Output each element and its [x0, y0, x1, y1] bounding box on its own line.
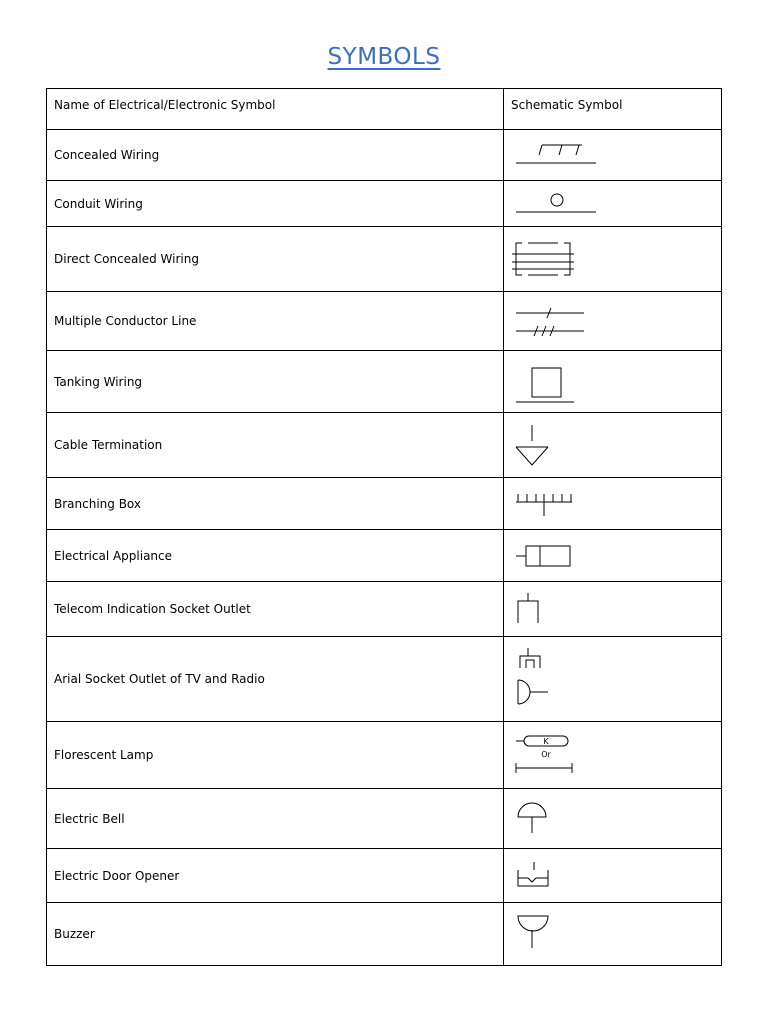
symbol-name: Telecom Indication Socket Outlet — [47, 582, 504, 637]
symbol-name: Florescent Lamp — [47, 722, 504, 789]
symbols-table — [46, 88, 722, 966]
table-row — [47, 413, 722, 478]
symbol-name: Multiple Conductor Line — [47, 292, 504, 351]
direct-concealed-wiring-symbol-icon — [512, 237, 602, 281]
table-row — [47, 478, 722, 530]
table-row — [47, 582, 722, 637]
symbol-name: Arial Socket Outlet of TV and Radio — [47, 637, 504, 722]
symbol-name: Direct Concealed Wiring — [47, 227, 504, 292]
table-row — [47, 181, 722, 227]
table-row — [47, 637, 722, 722]
table-row — [47, 530, 722, 582]
telecom-indication-socket-outlet-symbol-icon — [512, 589, 602, 629]
symbol-name: Tanking Wiring — [47, 351, 504, 413]
multiple-conductor-line-symbol-icon — [512, 299, 602, 343]
table-row — [47, 789, 722, 849]
arial-socket-outlet-symbol-icon — [512, 644, 602, 714]
table-row — [47, 130, 722, 181]
symbol-name: Buzzer — [47, 903, 504, 966]
symbol-name: Electric Bell — [47, 789, 504, 849]
electric-bell-symbol-icon — [512, 797, 602, 841]
symbol-name: Branching Box — [47, 478, 504, 530]
page-title: SYMBOLS — [327, 44, 441, 70]
electric-door-opener-symbol-icon — [512, 856, 602, 896]
table-row — [47, 903, 722, 966]
symbol-name: Concealed Wiring — [47, 130, 504, 181]
table-row — [47, 722, 722, 789]
lamp-or-label: Or — [541, 750, 551, 759]
electrical-appliance-symbol-icon — [512, 538, 602, 574]
symbol-name: Electrical Appliance — [47, 530, 504, 582]
concealed-wiring-symbol-icon — [512, 135, 602, 175]
lamp-inner-label: K — [543, 737, 549, 746]
table-row — [47, 227, 722, 292]
branching-box-symbol-icon — [512, 484, 602, 524]
table-row — [47, 849, 722, 903]
buzzer-symbol-icon — [512, 910, 602, 958]
table-row — [47, 351, 722, 413]
tanking-wiring-symbol-icon — [512, 360, 602, 404]
table-row — [47, 292, 722, 351]
conduit-wiring-symbol-icon — [512, 186, 602, 222]
table-header-row — [47, 89, 722, 130]
symbol-name: Cable Termination — [47, 413, 504, 478]
column-header-symbol: Schematic Symbol — [504, 89, 722, 130]
symbol-name: Conduit Wiring — [47, 181, 504, 227]
symbol-name: Electric Door Opener — [47, 849, 504, 903]
column-header-name: Name of Electrical/Electronic Symbol — [47, 89, 504, 130]
florescent-lamp-symbol-icon — [512, 729, 602, 781]
cable-termination-symbol-icon — [512, 421, 602, 469]
